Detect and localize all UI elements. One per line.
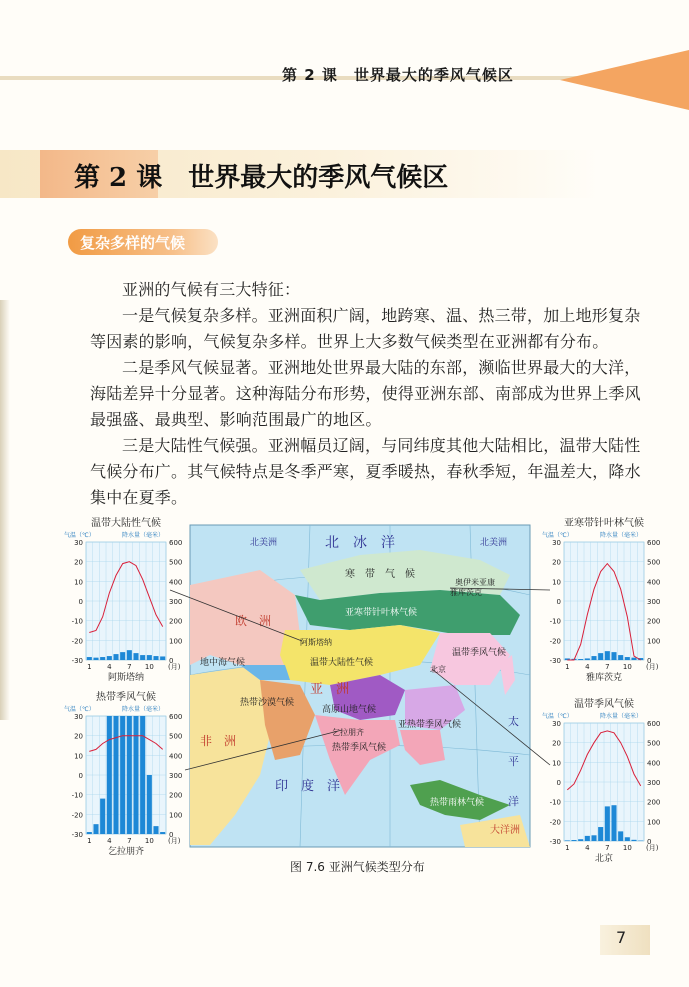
precip-tick: 300 (169, 772, 183, 780)
precip-bar (93, 824, 98, 834)
month-unit: (月) (646, 663, 659, 671)
precip-bar (618, 831, 623, 841)
station-name: 北京 (594, 854, 614, 864)
month-tick: 7 (605, 663, 610, 671)
temp-tick: 30 (552, 539, 561, 547)
precip-tick: 100 (647, 818, 661, 827)
month-tick: 7 (605, 844, 610, 852)
map-label-subarctic: 亚寒带针叶林气候 (345, 608, 418, 618)
temp-tick: 20 (74, 558, 83, 567)
temp-tick: -30 (71, 831, 83, 839)
map-label-desert: 热带沙漠气候 (240, 698, 295, 708)
chart-cherrapunji (62, 690, 192, 860)
month-tick: 7 (127, 837, 132, 845)
temp-axis-label: 气温（℃） (64, 532, 95, 539)
month-tick: 7 (127, 663, 132, 671)
temp-tick: 30 (552, 720, 561, 728)
month-tick: 4 (107, 837, 112, 845)
paragraph-second: 二是季风气候显著。亚洲地处世界最大陆的东部，濒临世界最大的大洋，海陆差异十分显著。这种海陆分布形势，使得亚洲东部、南部成为世界上季风最强盛、最典型、影响范围最广的地区。 (90, 358, 641, 429)
precip-tick: 300 (647, 779, 661, 787)
precip-tick: 100 (169, 637, 183, 646)
temp-tick: 20 (552, 558, 561, 567)
precip-bar (93, 658, 98, 660)
precip-bar (127, 716, 132, 834)
month-unit: (月) (646, 844, 659, 852)
temp-tick: 0 (78, 598, 83, 606)
temp-tick: 0 (556, 598, 561, 606)
chart-title: 温带季风气候 (574, 699, 634, 710)
precip-bar (631, 658, 636, 660)
temp-tick: -30 (549, 838, 561, 846)
map-label-astana: 阿斯塔纳 (300, 638, 332, 647)
precip-tick: 500 (169, 732, 183, 741)
map-label-beijing: 北京 (430, 665, 446, 674)
temp-tick: -20 (71, 811, 83, 820)
precip-bar (160, 656, 165, 660)
month-tick: 4 (585, 663, 590, 671)
temp-tick: 10 (552, 759, 561, 768)
chart-title: 热带季风气候 (96, 692, 156, 703)
precip-tick: 200 (169, 617, 183, 626)
precip-bar (140, 716, 145, 834)
precip-bar (147, 655, 152, 660)
precip-bar (598, 827, 603, 841)
map-label-pacific-mid: 平 (508, 755, 519, 768)
month-unit: (月) (168, 837, 181, 845)
map-label-north-america-right: 北美洲 (480, 538, 508, 548)
precip-bar (598, 653, 603, 660)
lesson-title: 第 2 课 世界最大的季风气候区 (74, 163, 449, 193)
precip-tick: 400 (169, 578, 183, 587)
map-label-temperate-continental: 温带大陆性气候 (310, 658, 374, 668)
map-label-subtropical-monsoon: 亚热带季风气候 (398, 720, 462, 730)
map-label-arctic-ocean: 北 冰 洋 (325, 535, 395, 551)
precip-tick: 600 (647, 720, 661, 728)
temp-axis-label: 气温（℃） (542, 532, 573, 539)
asia-map (170, 525, 550, 847)
station-name: 阿斯塔纳 (107, 673, 145, 683)
map-label-verkhoyansk: 奥伊米亚康 (455, 578, 495, 587)
precip-tick: 500 (169, 558, 183, 567)
month-unit: (月) (168, 663, 181, 671)
temp-tick: 0 (78, 772, 83, 780)
precip-tick: 600 (647, 539, 661, 547)
chart-title: 温带大陆性气候 (91, 518, 161, 529)
precip-tick: 500 (647, 558, 661, 567)
precip-tick: 600 (169, 713, 183, 721)
map-label-indian-ocean: 印 度 洋 (275, 779, 341, 794)
precip-bar (113, 716, 118, 834)
precip-bar (625, 837, 630, 841)
chart-beijing (540, 697, 670, 864)
precip-axis-label: 降水量（毫米） (599, 532, 642, 539)
precip-bar (147, 775, 152, 834)
temp-tick: 20 (552, 739, 561, 748)
temp-tick: 10 (552, 578, 561, 587)
precip-tick: 400 (169, 752, 183, 761)
precip-bar (87, 832, 92, 834)
precip-axis-label: 降水量（毫米） (121, 706, 164, 713)
figure-caption: 图 7.6 亚洲气候类型分布 (290, 860, 425, 874)
precip-axis-label: 降水量（毫米） (121, 532, 164, 539)
map-label-cherrapunji: 乞拉朋齐 (332, 728, 364, 737)
precip-bar (120, 716, 125, 834)
precip-bar (140, 655, 145, 660)
temp-tick: 30 (74, 539, 83, 547)
precip-bar (611, 805, 616, 841)
precip-bar (100, 657, 105, 660)
page-edge-shadow (0, 300, 10, 720)
month-tick: 10 (622, 844, 632, 852)
precip-tick: 600 (169, 539, 183, 547)
temp-tick: 20 (74, 732, 83, 741)
month-tick: 4 (585, 844, 590, 852)
temp-axis-label: 气温（℃） (64, 706, 95, 713)
map-label-africa: 非 洲 (200, 734, 237, 748)
precip-bar (585, 658, 590, 660)
precip-bar (611, 652, 616, 660)
chart-yakutsk (540, 516, 670, 683)
temp-tick: -10 (71, 791, 83, 800)
precip-axis-label: 降水量（毫米） (599, 713, 642, 720)
station-name: 乞拉朋齐 (107, 847, 145, 857)
temp-axis-label: 气温（℃） (542, 713, 573, 720)
precip-bar (160, 832, 165, 834)
temp-tick: 10 (74, 752, 83, 761)
precip-bar (153, 826, 158, 834)
precip-bar (107, 716, 112, 834)
precip-bar (618, 655, 623, 660)
chart-astana (62, 516, 192, 683)
precip-tick: 300 (169, 598, 183, 606)
precip-bar (591, 656, 596, 660)
map-label-pacific-bottom: 洋 (508, 795, 519, 808)
precip-bar (605, 651, 610, 660)
precip-bar (100, 799, 105, 834)
temp-tick: -20 (549, 818, 561, 827)
temp-tick: -30 (549, 657, 561, 665)
precip-tick: 0 (169, 657, 174, 665)
precip-bar (107, 656, 112, 660)
precip-tick: 200 (169, 791, 183, 800)
header-triangle-decoration (560, 50, 689, 110)
precip-bar (113, 654, 118, 660)
map-label-yakutsk: 雅库茨克 (450, 588, 482, 597)
precip-bar (605, 806, 610, 841)
temp-tick: -30 (71, 657, 83, 665)
precip-bar (120, 652, 125, 660)
chart-title: 亚寒带针叶林气候 (564, 518, 644, 529)
map-label-tundra: 寒 带 气 候 (345, 569, 415, 580)
precip-bar (127, 650, 132, 660)
month-tick: 10 (144, 837, 154, 845)
map-label-north-america-top: 北美洲 (250, 538, 278, 548)
map-label-rainforest: 热带雨林气候 (430, 798, 485, 808)
precip-bar (585, 836, 590, 841)
precip-tick: 200 (647, 617, 661, 626)
map-label-plateau: 高原山地气候 (322, 705, 377, 715)
station-name: 雅库茨克 (585, 673, 623, 683)
map-label-temperate-monsoon: 温带季风气候 (452, 648, 507, 658)
precip-bar (87, 657, 92, 660)
precip-bar (578, 839, 583, 841)
precip-bar (153, 656, 158, 660)
paragraph-first: 一是气候复杂多样。亚洲面积广阔，地跨寒、温、热三带，加上地形复杂等因素的影响，气候复杂多样。世界上大多数气候类型在亚洲都有分布。 (90, 306, 641, 351)
month-tick: 4 (107, 663, 112, 671)
temp-tick: 30 (74, 713, 83, 721)
month-tick: 1 (565, 663, 570, 671)
temp-tick: -20 (71, 637, 83, 646)
precip-tick: 200 (647, 798, 661, 807)
precip-tick: 300 (647, 598, 661, 606)
precip-bar (133, 716, 138, 834)
paragraph-third: 三是大陆性气候强。亚洲幅员辽阔，与同纬度其他大陆相比，温带大陆性气候分布广。其气候特点是冬季严寒，夏季暖热，春秋季短，年温差大，降水集中在夏季。 (90, 436, 641, 507)
precip-bar (578, 659, 583, 660)
precip-tick: 100 (647, 637, 661, 646)
precip-bar (625, 657, 630, 660)
month-tick: 1 (565, 844, 570, 852)
precip-tick: 0 (169, 831, 174, 839)
map-label-oceania: 大洋洲 (490, 825, 520, 836)
map-label-europe: 欧 洲 (235, 614, 272, 628)
month-tick: 1 (87, 663, 92, 671)
month-tick: 10 (144, 663, 154, 671)
section-title: 复杂多样的气候 (80, 234, 186, 252)
temp-tick: 10 (74, 578, 83, 587)
precip-tick: 0 (647, 657, 652, 665)
precip-bar (631, 840, 636, 841)
precip-bar (565, 840, 570, 841)
precip-tick: 400 (647, 759, 661, 768)
temp-tick: -10 (549, 617, 561, 626)
page-number: 7 (616, 928, 627, 947)
precip-tick: 100 (169, 811, 183, 820)
temp-tick: -20 (549, 637, 561, 646)
temp-tick: 0 (556, 779, 561, 787)
month-tick: 10 (622, 663, 632, 671)
temp-tick: -10 (549, 798, 561, 807)
temp-tick: -10 (71, 617, 83, 626)
running-header-title: 第 2 课 世界最大的季风气候区 (282, 66, 514, 84)
map-label-tropical-monsoon: 热带季风气候 (332, 743, 387, 753)
precip-tick: 400 (647, 578, 661, 587)
month-tick: 1 (87, 837, 92, 845)
precip-bar (133, 653, 138, 660)
map-label-mediterranean: 地中海气候 (200, 658, 246, 668)
precip-bar (571, 840, 576, 841)
precip-tick: 0 (647, 838, 652, 846)
precip-bar (591, 835, 596, 841)
precip-tick: 500 (647, 739, 661, 748)
paragraph-intro: 亚洲的气候有三大特征： (122, 280, 301, 299)
map-label-asia: 亚 洲 (310, 682, 350, 697)
map-label-pacific-top: 太 (508, 715, 519, 728)
